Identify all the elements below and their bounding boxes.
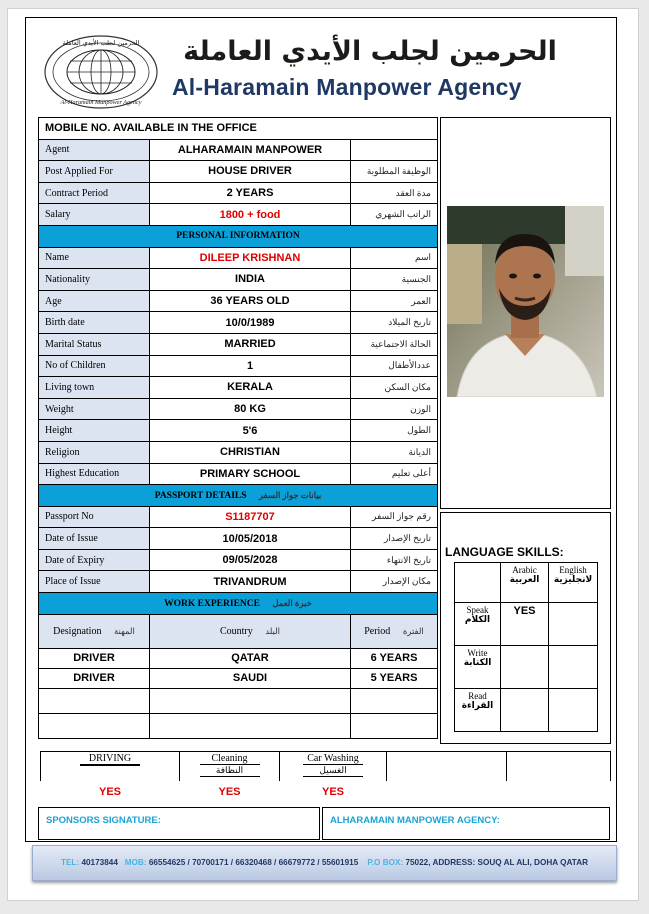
- personal-info-header: PERSONAL INFORMATION: [39, 225, 438, 247]
- logo-arabic-text: الحرمين لجلب الأيدي العاملة: [62, 39, 140, 47]
- candidate-photo: [447, 206, 604, 397]
- lang-row-write: Write الكتابة: [455, 646, 598, 689]
- work-column-headers: Designation المهنة Country البلد Period الفترة: [39, 614, 438, 648]
- passport-number: S1187707: [150, 506, 351, 528]
- mobile-notice: MOBILE NO. AVAILABLE IN THE OFFICE: [39, 118, 438, 140]
- sponsor-signature-box: SPONSORS SIGNATURE:: [38, 807, 320, 840]
- english-title: Al-Haramain Manpower Agency: [172, 74, 522, 100]
- table-row: Date of Issue 10/05/2018 تاريخ الإصدار: [39, 528, 438, 550]
- table-row: Birth date 10/0/1989 تاريخ الميلاد: [39, 312, 438, 334]
- skill-cleaning: Cleaning النظافة: [180, 752, 280, 781]
- table-row: Marital Status MARRIED الحالة الاجتماعية: [39, 333, 438, 355]
- table-row: Religion CHRISTIAN الديانة: [39, 441, 438, 463]
- lang-col-arabic: Arabic العربية: [501, 563, 549, 603]
- table-row: Place of Issue TRIVANDRUM مكان الإصدار: [39, 571, 438, 593]
- table-row: DRIVER QATAR 6 YEARS: [39, 648, 438, 668]
- table-row: Date of Expiry 09/05/2028 تاريخ الانتهاء: [39, 549, 438, 571]
- language-skills-table: [454, 562, 598, 732]
- skill-car-washing: Car Washing الغسيل: [280, 752, 387, 781]
- table-row: Highest Education PRIMARY SCHOOL أعلى تعليم: [39, 463, 438, 485]
- table-row: Weight 80 KG الوزن: [39, 398, 438, 420]
- work-experience-header: WORK EXPERIENCE خبرة العمل: [39, 593, 438, 615]
- table-row: Post Applied For HOUSE DRIVER الوظيفة المطلوبة: [39, 161, 438, 183]
- table-row: Living town KERALA مكان السكن: [39, 377, 438, 399]
- language-skills-title: LANGUAGE SKILLS:: [445, 545, 564, 559]
- table-row: Passport No S1187707 رقم جواز السفر: [39, 506, 438, 528]
- footer-contact-bar: TEL: 40173844 MOB: 66554625 / 70700171 / 66320468 / 66679772 / 55601915 P.O BOX: 75022, ADDRESS: SOUQ AL ALI, DOHA QATAR: [32, 845, 617, 881]
- table-row: Contract Period 2 YEARS مدة العقد: [39, 182, 438, 204]
- table-row: Height 5'6 الطول: [39, 420, 438, 442]
- skill-driving: DRIVING: [41, 752, 180, 781]
- table-row: Agent ALHARAMAIN MANPOWER: [39, 139, 438, 161]
- table-row: Salary 1800 + food الراتب الشهري: [39, 204, 438, 226]
- passport-details-header: PASSPORT DETAILS بيانات جواز السفر: [39, 485, 438, 507]
- skills-table: DRIVING Cleaning النظافة Car Washing الغسيل YES YES YES: [40, 751, 611, 803]
- lang-row-speak: Speak الكلام YES: [455, 603, 598, 646]
- agency-logo: [43, 34, 159, 110]
- salary-value: 1800 + food: [150, 204, 351, 226]
- lang-col-english: English لانجليزية: [549, 563, 598, 603]
- info-table: [38, 117, 438, 739]
- table-row: Name DILEEP KRISHNAN اسم: [39, 247, 438, 269]
- table-row: DRIVER SAUDI 5 YEARS: [39, 668, 438, 688]
- arabic-title: الحرمين لجلب الأيدي العاملة: [183, 36, 557, 67]
- table-row: Age 36 YEARS OLD العمر: [39, 290, 438, 312]
- agency-signature-box: ALHARAMAIN MANPOWER AGENCY:: [322, 807, 610, 840]
- table-row: Nationality INDIA الجنسية: [39, 269, 438, 291]
- logo-english-text: Al-Haramain Manpower Agency: [60, 99, 142, 106]
- table-row: No of Children 1 عددالأطفال: [39, 355, 438, 377]
- table-row: [39, 713, 438, 738]
- table-row: [39, 688, 438, 713]
- lang-row-read: Read القراءة: [455, 689, 598, 732]
- candidate-name: DILEEP KRISHNAN: [150, 247, 351, 269]
